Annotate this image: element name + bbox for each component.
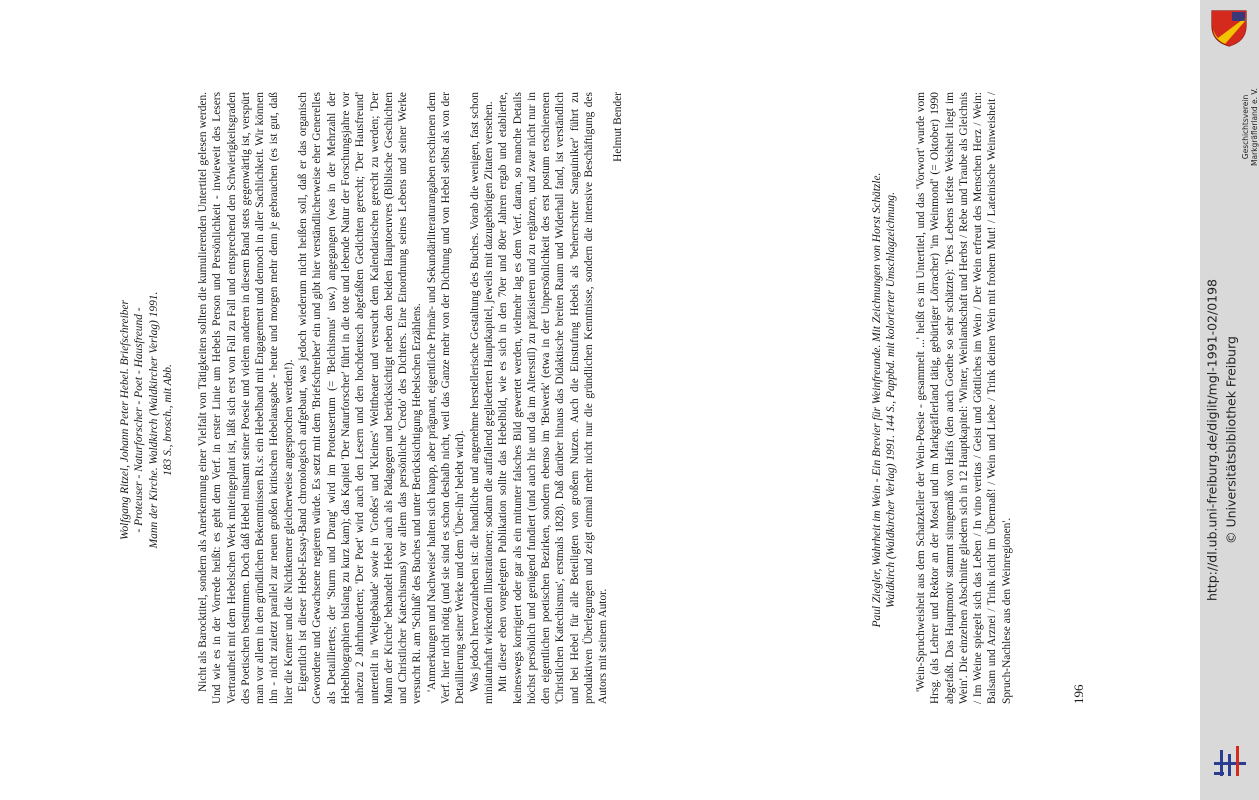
heading-line: - Proteuser - Naturforscher - Poet - Hausfreund - [133, 307, 146, 533]
document-url[interactable]: http://dl.ub.uni-freiburg.de/diglit/mgl-1991-02/0198 [1204, 278, 1219, 602]
heading-line: 183 S., brosch., mit Abb. [161, 364, 174, 476]
review-body [914, 92, 1014, 704]
society-name [1240, 62, 1259, 192]
review-heading [118, 160, 175, 680]
paragraph: Nicht als Barocktitel, sondern als Anerkennung einer Vielfalt von Tätigkeiten sollten die kumulierenden Untertitel gelesen werden. Und wie es in der Vorrede heißt: es geht dem Verf. in erster Linie um Hebels Person und Persönlichkeit - inwieweit des Lesers Vertrautheit mit dem Hebelschen Werk miteingeplant ist, läßt sich erst von Fall zu Fall und entsprechend den Schwierigkeitsgraden des Poetischen bestimmen. Doch daß Hebel mitsamt seiner Poesie und vielem anderen in diesem Band stets gegenwärtig ist, verspürt man vor allem in den gründlichen Bekenntnissen Ri.s: ein Hebelband mit Engagement und dennoch in aller Sachlichkeit. Wir können ihn - nicht zuletzt parallel zur neuen großen kritischen Hebelausgabe - heute und morgen mehr denn je gebrauchen (es ist gut, daß hier die Kenner und die Nichtkenner gleicherweise angesprochen werden!). [197, 92, 295, 704]
society-line: Markgräflerland e. V. [1250, 88, 1259, 166]
heading-line: Waldkirch (Waldkircher Verlag) 1991. 144 S., Pappbd. mit kolorierter Umschlagzeichnung. [885, 192, 898, 608]
coat-of-arms-icon [1208, 8, 1250, 48]
heading-line: Mann der Kirche. Waldkirch (Waldkircher Verlag) 1991. [147, 291, 160, 549]
paragraph: Was jedoch hervorzuheben ist: die handliche und angenehme herstellerische Gestaltung des Buches. Vorab die wenigen, fast schon miniaturhaft wirkenden Illustrationen; sodann die auffallend gegliederten Hauptkapitel, jeweils mit dazugehörigen Zitaten versehen. [468, 92, 495, 704]
reviewer-signature: Helmut Bender [611, 92, 624, 162]
heading-line: Paul Ziegler, Wahrheit im Wein - Ein Brevier für Weinfreunde. Mit Zeichnungen von Horst Schätzle. [871, 172, 883, 628]
review-heading [870, 100, 899, 700]
review-body [196, 92, 625, 704]
ub-freiburg-logo-icon [1212, 742, 1248, 784]
paragraph: 'Anmerkungen und Nachweise' halten sich knapp, aber prägnant, eigentliche Primär- und Sekundärliteraturangaben erschienen dem Verf. hier nicht nötig (und sie sind es schon deshalb nicht, weil das Ganze mehr von der Dichtung und von Hebel selbst als von der Detaillierung seiner Werke und dem 'Über-ihn' belebt wird). [425, 92, 467, 704]
paragraph: Mit dieser eben vorgelegten Publikation sollte das Hebelbild, wie es sich in den 70er und 80er Jahren ergab und etablierte, keineswegs korrigiert oder gar als ein mitunter falsches Bild gewertet werden, vielmehr lag es dem Verf. daran, so manche Details höchst persönlich und genügend fundiert (und auch hie und da im Altersstil) zu präzisieren und zu ergänzen, und zwar nicht nur in den eigentlichen poetischen Bezirken, sondern ebenso im 'Beiwerk' (etwa in der Unpersönlichkeit des erst postum erschienenen 'Christlichen Katechismus', erstmals 1828). Daß darüber hinaus das Didaktische breiten Raum und Widerhall fand, ist verständlich und bei Hebel für alle Beteiligten von großem Nutzen. Auch die Einstufung Hebels als 'beherrschter Sanguiniker' führt zu produktiven Überlegungen und zeigt einmal mehr nicht nur die gründlichen Kenntnisse, sondern die intensive Beschäftigung des Autors mit seinem Autor. [497, 92, 610, 704]
paragraph: 'Wein-Spruchweisheit aus dem Schatzkeller der Wein-Poesie - gesammelt ...' heißt es im Untertitel, und das 'Vorwort' wurde vom Hrsg. (als Lehrer und Rektor an der Mosel und im Markgräflerland tätig, gebürtiger Lörracher) 'im Weinmond' (= Oktober) 1990 abgefaßt. Das Hauptmotiv stammt sinngemäß von Hafis (den auch Goethe so sehr schätzte): 'Des Lebens tiefste Weisheit liegt im Wein'. Die einzelnen Abschnitte gliedern sich in 12 Hauptkapitel: 'Winter, Weinlandschaft und Herbst / Rebe und Traube als Gleichnis / Im Weine spiegelt sich das Leben / In vino veritas / Geist und Göttliches im Wein / Der Wein erfreut des Menschen Herz / Wein: Balsam und Arznei / Trink nicht im Übermaß! / Wein und Liebe / Trink deinen Wein mit frohem Mut! / Lateinische Weinweisheit / Spruch-Nachlese aus den Weinregionen'. [915, 92, 1013, 704]
page-number: 196 [1071, 684, 1086, 704]
heading-line: Wolfgang Ritzel, Johann Peter Hebel. Briefschreiber [119, 300, 131, 540]
society-line: Geschichtsverein [1241, 94, 1250, 160]
paragraph: Eigentlich ist dieser Hebel-Essay-Band chronologisch aufgebaut, was jedoch wiederum nicht heißen soll, daß er das organisch Gewordene und Gewachsene negieren würde. Es setzt mit dem 'Briefschreiber' ein und gibt hier verständlicherweise eher Generelles als Detailliertes; der 'Sturm und Drang' wird im Proteusertum (= 'Belchismus' usw.) angegangen (was in der Mehrzahl der Hebelbiographien bislang zu kurz kam); das Kapitel 'Der Naturforscher' führt in die tote und lebende Natur der Forschungsjahre vor nahezu 2 Jahrhunderten; 'Der Poet' wird auch den Lesern und den hochdeutsch abgefaßten Gedichten gerecht; 'Der Hausfreund' unterteilt in 'Weltgebäude' sowie in 'Großes' und 'Kleines' Welttheater und versucht dem Kalendarischen gerecht zu werden; 'Der Mann der Kirche' behandelt Hebel auch als Pädagogen und berücksichtigt neben den beiden Hauptoeuvres (Biblische Geschichten und Christlicher Katechismus) vor allem das persönliche 'Credo' des Dichters. Eine Einordnung seines Lebens und seiner Werke versucht Ri. am 'Schluß' des Buches und unter Berücksichtigung Hebelschen Erzählens. [297, 92, 424, 704]
viewer-sidebar [1200, 0, 1259, 800]
copyright-notice: © Universitätsbibliothek Freiburg [1223, 336, 1238, 544]
